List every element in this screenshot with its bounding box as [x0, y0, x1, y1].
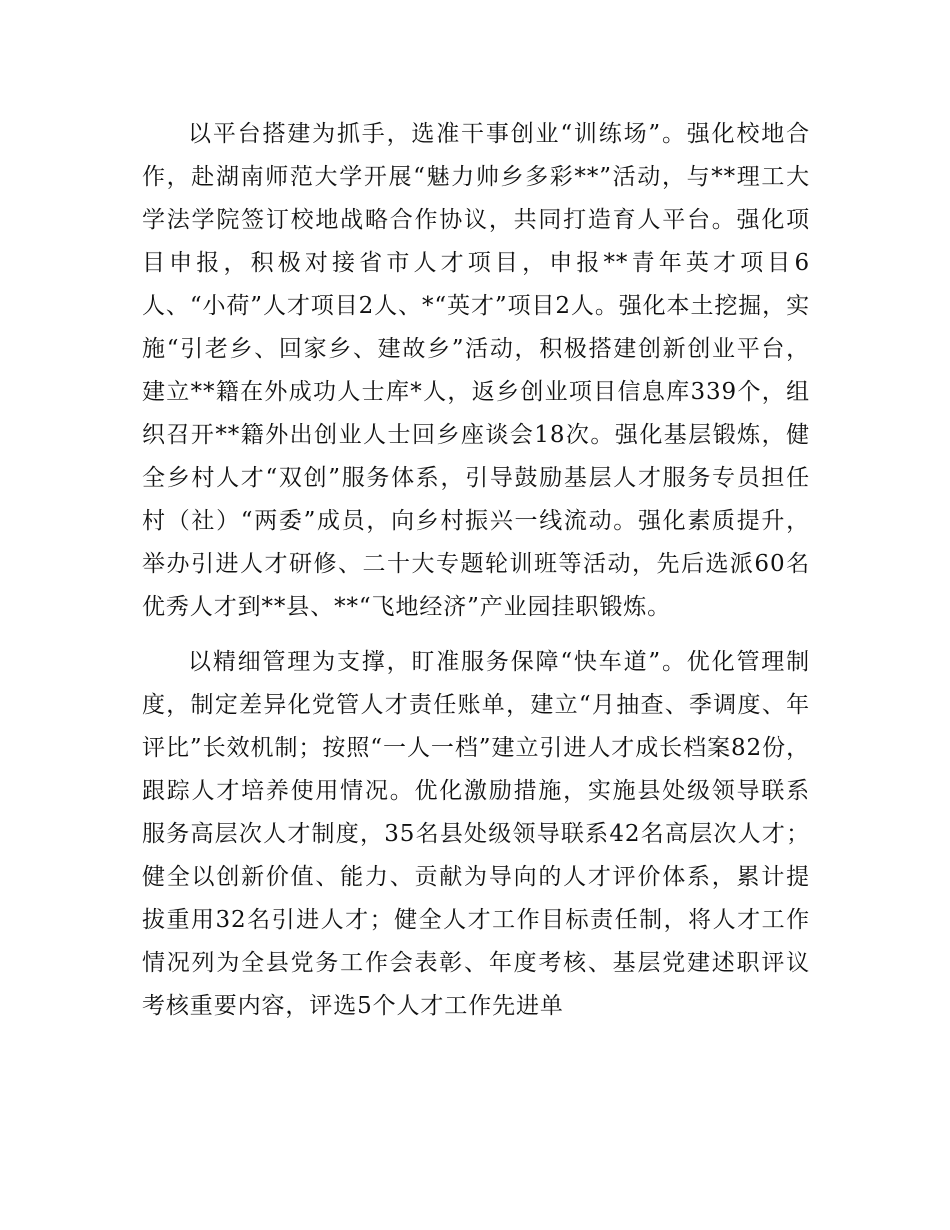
paragraph-fine-management: 以精细管理为支撑，盯准服务保障“快车道”。优化管理制度，制定差异化党管人才责任账单，建立“月抽查、季调度、年评比”长效机制；按照“一人一档”建立引进人才成长档案82份，跟踪人才培养使用情况。优化激励措施，实施县处级领导联系服务高层次人才制度，35名县处级领导联系42名高层次人才；健全以创新价值、能力、贡献为导向的人才评价体系，累计提拔重用32名引进人才；健全人才工作目标责任制，将人才工作情况列为全县党务工作会表彰、年度考核、基层党建述职评议考核重要内容，评选5个人才工作先进单 [142, 649, 810, 1019]
document-page [142, 113, 810, 1028]
paragraph-platform-building: 以平台搭建为抓手，选准干事创业“训练场”。强化校地合作，赴湖南师范大学开展“魅力帅乡多彩**”活动，与**理工大学法学院签订校地战略合作协议，共同打造育人平台。强化项目申报，积极对接省市人才项目，申报**青年英才项目6人、“小荷”人才项目2人、*“英才”项目2人。强化本土挖掘，实施“引老乡、回家乡、建故乡”活动，积极搭建创新创业平台，建立**籍在外成功人士库*人，返乡创业项目信息库339个，组织召开**籍外出创业人士回乡座谈会18次。强化基层锻炼，健全乡村人才“双创”服务体系，引导鼓励基层人才服务专员担任村（社）“两委”成员，向乡村振兴一线流动。强化素质提升，举办引进人才研修、二十大专题轮训班等活动，先后选派60名优秀人才到**县、**“飞地经济”产业园挂职锻炼。 [142, 121, 810, 620]
